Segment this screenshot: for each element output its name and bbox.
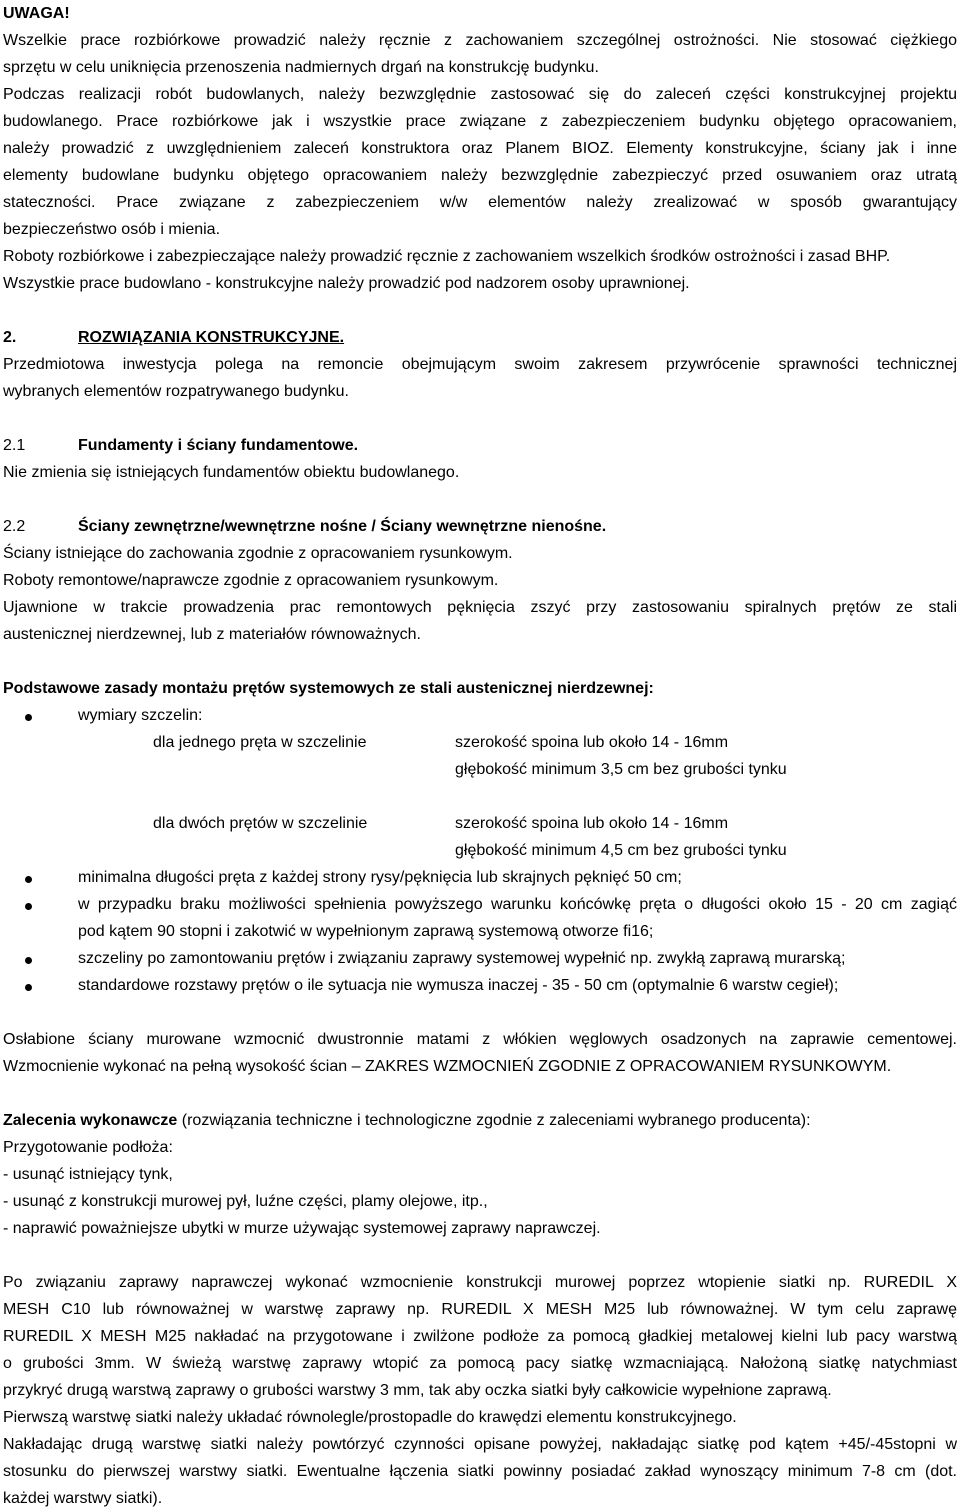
paragraph-line: każdej warstwy siatki). bbox=[3, 1490, 163, 1507]
section-title: Ściany zewnętrzne/wewnętrzne nośne / Ściany wewnętrzne nienośne. bbox=[78, 518, 607, 535]
section-number: 2.1 bbox=[3, 437, 26, 454]
paragraph-line: wybranych elementów rozpatrywanego budynku. bbox=[3, 383, 349, 400]
paragraph-line: austenicznej nierdzewnej, lub z materiałów równoważnych. bbox=[3, 626, 421, 643]
bullet-icon bbox=[25, 984, 32, 991]
paragraph-line: Podczas realizacji robót budowlanych, należy bezwzględnie zastosować się do zaleceń części konstrukcyjnej projektu bbox=[3, 86, 957, 103]
list-item-text: minimalna długości pręta z każdej strony rysy/pęknięcia lub skrajnych pęknięć 50 cm; bbox=[78, 869, 682, 886]
paragraph-line: stosunku do pierwszej warstwy siatki. Ewentualne łączenia siatki powinny posiadać zakład wynoszący minimum 7-8 cm (dot. bbox=[3, 1463, 957, 1480]
dimension-row bbox=[3, 810, 957, 837]
dimension-row bbox=[3, 729, 957, 756]
spacer bbox=[3, 1242, 957, 1269]
section-number: 2.2 bbox=[3, 518, 26, 535]
rods-heading: Podstawowe zasady montażu prętów systemowych ze stali austenicznej nierdzewnej: bbox=[3, 680, 654, 697]
spacer bbox=[3, 405, 957, 432]
recommendations-heading-bold: Zalecenia wykonawcze bbox=[3, 1112, 178, 1129]
paragraph-line: stateczności. Prace związane z zabezpieczeniem w/w elementów należy zrealizować w sposób gwarantujący bbox=[3, 194, 957, 211]
paragraph-line: Nie zmienia się istniejących fundamentów obiektu budowlanego. bbox=[3, 464, 460, 481]
paragraph-line: Pierwszą warstwę siatki należy układać równolegle/prostopadle do krawędzi elementu konstrukcyjnego. bbox=[3, 1409, 737, 1426]
warning-title: UWAGA! bbox=[3, 5, 70, 22]
bullet-icon bbox=[25, 876, 32, 883]
dimension-row bbox=[3, 756, 957, 783]
paragraph-line: MESH C10 lub równoważnej w warstwę zaprawy np. RUREDIL X MESH M25 lub równoważnej. W tym celu zaprawę bbox=[3, 1301, 957, 1318]
paragraph-line: Po związaniu zaprawy naprawczej wykonać wzmocnienie konstrukcji murowej poprzez wtopienie siatki np. RUREDIL X bbox=[3, 1274, 957, 1291]
prep-title: Przygotowanie podłoża: bbox=[3, 1139, 173, 1156]
paragraph-line: Osłabione ściany murowane wzmocnić dwustronnie matami z włókien węglowych osadzonych na zaprawie cementowej. bbox=[3, 1031, 957, 1048]
dimension-value: szerokość spoina lub około 14 - 16mm bbox=[455, 734, 729, 751]
list-item-text: wymiary szczelin: bbox=[78, 707, 203, 724]
spacer bbox=[3, 648, 957, 675]
paragraph-line: Roboty rozbiórkowe i zabezpieczające należy prowadzić ręcznie z zachowaniem wszelkich środków ostrożności i zasad BHP. bbox=[3, 248, 891, 265]
list-item bbox=[3, 945, 957, 972]
paragraph-line: elementy budowlane budynku objętego opracowaniem należy bezwzględnie zabezpieczyć przed osuwaniem oraz utratą bbox=[3, 167, 957, 184]
list-item-text: w przypadku braku możliwości spełnienia powyższego warunku końcówkę pręta o długości około 15 - 20 cm zagiąć bbox=[78, 896, 957, 913]
dimension-label: dla jednego pręta w szczelinie bbox=[153, 734, 367, 751]
paragraph-line: Wszelkie prace rozbiórkowe prowadzić należy ręcznie z zachowaniem szczególnej ostrożności. Nie stosować ciężkiego bbox=[3, 32, 957, 49]
paragraph-line: Przedmiotowa inwestycja polega na remoncie obejmującym swoim zakresem przywrócenie sprawności technicznej bbox=[3, 356, 957, 373]
spacer bbox=[3, 297, 957, 324]
section-heading-2-2 bbox=[3, 513, 957, 540]
list-item-text: szczeliny po zamontowaniu prętów i związaniu zaprawy systemowej wypełnić np. zwykłą zaprawą murarską; bbox=[78, 950, 846, 967]
prep-item: - usunąć z konstrukcji murowej pył, luźne części, plamy olejowe, itp., bbox=[3, 1193, 488, 1210]
paragraph-line: Ujawnione w trakcie prowadzenia prac remontowych pęknięcia zszyć przy zastosowaniu spiralnych prętów ze stali bbox=[3, 599, 957, 616]
section-heading-2-1 bbox=[3, 432, 957, 459]
section-heading-2 bbox=[3, 324, 957, 351]
list-item bbox=[3, 702, 957, 729]
paragraph-line: RUREDIL X MESH M25 nakładać na przygotowane i zwilżone podłoże za pomocą gładkiej metalowej kielni lub pacy warstwą bbox=[3, 1328, 957, 1345]
paragraph-line: bezpieczeństwo osób i mienia. bbox=[3, 221, 221, 238]
dimension-value: głębokość minimum 4,5 cm bez grubości tynku bbox=[455, 842, 787, 859]
spacer bbox=[3, 486, 957, 513]
section-title: Fundamenty i ściany fundamentowe. bbox=[78, 437, 359, 454]
section-number: 2. bbox=[3, 329, 17, 346]
paragraph-line: o grubości 3mm. W świeżą warstwę zaprawy wtopić za pomocą pacy siatkę wzmacniającą. Nałożoną siatkę natychmiast bbox=[3, 1355, 957, 1372]
paragraph-line: sprzętu w celu uniknięcia przenoszenia nadmiernych drgań na konstrukcję budynku. bbox=[3, 59, 599, 76]
bullet-icon bbox=[25, 957, 32, 964]
section-title: ROZWIĄZANIA KONSTRUKCYJNE. bbox=[78, 329, 345, 346]
document-page bbox=[3, 0, 957, 1512]
bullet-icon bbox=[25, 903, 32, 910]
bullet-icon bbox=[25, 714, 32, 721]
paragraph-line: przykryć drugą warstwą zaprawy o grubości warstwy 3 mm, tak aby oczka siatki były całkowicie wypełnione zaprawą. bbox=[3, 1382, 832, 1399]
spacer bbox=[3, 999, 957, 1026]
list-item bbox=[3, 864, 957, 891]
dimension-value: szerokość spoina lub około 14 - 16mm bbox=[455, 815, 729, 832]
paragraph-line: budowlanego. Prace rozbiórkowe jak i wszystkie prace związane z zabezpieczeniem budynku objętego opracowaniem, bbox=[3, 113, 957, 130]
recommendations-heading-rest: (rozwiązania techniczne i technologiczne zgodnie z zaleceniami wybranego producenta): bbox=[177, 1112, 811, 1129]
prep-item: - naprawić poważniejsze ubytki w murze używając systemowej zaprawy naprawczej. bbox=[3, 1220, 601, 1237]
dimension-row bbox=[3, 837, 957, 864]
list-item bbox=[3, 972, 957, 999]
list-item-text: standardowe rozstawy prętów o ile sytuacja nie wymusza inaczej - 35 - 50 cm (optymalnie 6 warstw cegieł); bbox=[78, 977, 839, 994]
spacer bbox=[3, 1080, 957, 1107]
dimension-value: głębokość minimum 3,5 cm bez grubości tynku bbox=[455, 761, 787, 778]
recommendations-heading bbox=[3, 1107, 957, 1134]
paragraph-line: Ściany istniejące do zachowania zgodnie z opracowaniem rysunkowym. bbox=[3, 545, 513, 562]
paragraph-line: Wszystkie prace budowlano - konstrukcyjne należy prowadzić pod nadzorem osoby uprawnionej. bbox=[3, 275, 690, 292]
list-item bbox=[3, 891, 957, 945]
paragraph-line: Roboty remontowe/naprawcze zgodnie z opracowaniem rysunkowym. bbox=[3, 572, 499, 589]
paragraph-line: należy prowadzić z uwzględnieniem zaleceń konstruktora oraz Planem BIOZ. Elementy konstrukcyjne, ściany jak i inne bbox=[3, 140, 957, 157]
list-item-text: pod kątem 90 stopni i zakotwić w wypełnionym zaprawą systemową otworze fi16; bbox=[78, 923, 654, 940]
dimension-label: dla dwóch prętów w szczelinie bbox=[153, 815, 368, 832]
paragraph-line: Wzmocnienie wykonać na pełną wysokość ścian – ZAKRES WZMOCNIEŃ ZGODNIE Z OPRACOWANIEM RYSUNKOWYM. bbox=[3, 1058, 892, 1075]
paragraph-line: Nakładając drugą warstwę siatki należy powtórzyć czynności opisane powyżej, nakładając siatkę pod kątem +45/-45stopni w bbox=[3, 1436, 957, 1453]
spacer bbox=[3, 783, 957, 810]
prep-item: - usunąć istniejący tynk, bbox=[3, 1166, 173, 1183]
